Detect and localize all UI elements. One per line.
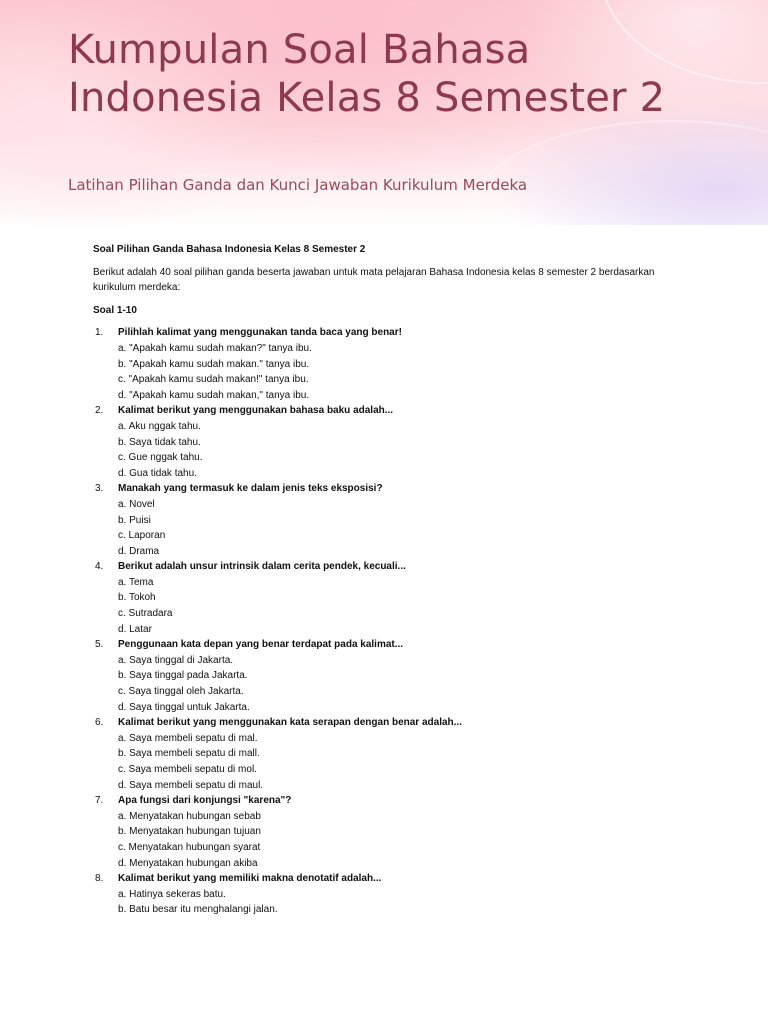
- answer-option: d. Saya membeli sepatu di maul.: [118, 779, 264, 791]
- page-subtitle: Latihan Pilihan Ganda dan Kunci Jawaban Kurikulum Merdeka: [68, 176, 528, 194]
- question-text: Kalimat berikut yang menggunakan kata serapan dengan benar adalah...: [118, 717, 462, 729]
- answer-option: c. Saya tinggal oleh Jakarta.: [118, 686, 244, 698]
- question-text: Apa fungsi dari konjungsi "karena"?: [118, 795, 292, 807]
- answer-option: d. Saya tinggal untuk Jakarta.: [118, 701, 250, 713]
- answer-option: d. Menyatakan hubungan akiba: [118, 857, 258, 869]
- question-item: [93, 559, 693, 637]
- answer-option: a. Saya tinggal di Jakarta.: [118, 654, 234, 666]
- answer-option: c. Gue nggak tahu.: [118, 452, 203, 464]
- answer-option: a. Hatinya sekeras batu.: [118, 888, 226, 900]
- answer-option: a. Menyatakan hubungan sebab: [118, 810, 261, 822]
- intro-paragraph: Berikut adalah 40 soal pilihan ganda beserta jawaban untuk mata pelajaran Bahasa Indonesia kelas 8 semester 2 berdasarkan kurikulum merdeka:: [93, 266, 655, 294]
- question-item: [93, 871, 693, 918]
- answer-option: c. "Apakah kamu sudah makan!" tanya ibu.: [118, 374, 309, 386]
- answer-option: b. Tokoh: [118, 592, 156, 604]
- answer-option: b. Saya tidak tahu.: [118, 436, 201, 448]
- section-heading: Soal 1-10: [93, 304, 137, 316]
- answer-option: b. Menyatakan hubungan tujuan: [118, 826, 261, 838]
- question-number: 8.: [95, 873, 104, 885]
- page-header: [0, 0, 768, 225]
- question-number: 4.: [95, 561, 104, 573]
- answer-option: a. Novel: [118, 498, 155, 510]
- answer-option: c. Laporan: [118, 530, 166, 542]
- page-title: Kumpulan Soal Bahasa Indonesia Kelas 8 Semester 2: [68, 27, 666, 121]
- question-text: Pilihlah kalimat yang menggunakan tanda baca yang benar!: [118, 327, 402, 339]
- answer-option: c. Sutradara: [118, 608, 173, 620]
- answer-option: c. Menyatakan hubungan syarat: [118, 841, 261, 853]
- question-number: 7.: [95, 795, 104, 807]
- answer-option: d. Latar: [118, 623, 152, 635]
- answer-option: b. Saya membeli sepatu di mall.: [118, 748, 260, 760]
- question-text: Kalimat berikut yang memiliki makna denotatif adalah...: [118, 873, 382, 885]
- answer-option: b. Batu besar itu menghalangi jalan.: [118, 904, 278, 916]
- question-item: [93, 715, 693, 793]
- question-item: [93, 637, 693, 715]
- question-item: [93, 325, 693, 403]
- decorative-swirl: [470, 120, 768, 225]
- answer-option: b. "Apakah kamu sudah makan." tanya ibu.: [118, 358, 310, 370]
- question-number: 3.: [95, 483, 104, 495]
- question-number: 5.: [95, 639, 104, 651]
- answer-option: a. Aku nggak tahu.: [118, 420, 201, 432]
- document-body: [93, 242, 693, 918]
- answer-option: d. Drama: [118, 545, 160, 557]
- question-text: Penggunaan kata depan yang benar terdapat pada kalimat...: [118, 639, 404, 651]
- question-text: Kalimat berikut yang menggunakan bahasa baku adalah...: [118, 405, 394, 417]
- question-number: 6.: [95, 717, 104, 729]
- document-heading: Soal Pilihan Ganda Bahasa Indonesia Kelas 8 Semester 2: [93, 244, 366, 255]
- answer-option: b. Saya tinggal pada Jakarta.: [118, 670, 248, 682]
- answer-option: a. Tema: [118, 576, 154, 588]
- question-text: Berikut adalah unsur intrinsik dalam cerita pendek, kecuali...: [118, 561, 406, 573]
- question-list: [93, 325, 693, 918]
- question-item: [93, 793, 693, 871]
- answer-option: b. Puisi: [118, 514, 151, 526]
- answer-option: c. Saya membeli sepatu di mol.: [118, 764, 257, 775]
- answer-option: d. Gua tidak tahu.: [118, 467, 197, 479]
- answer-option: d. "Apakah kamu sudah makan," tanya ibu.: [118, 389, 310, 401]
- answer-option: a. Saya membeli sepatu di mal.: [118, 732, 258, 744]
- question-item: [93, 403, 693, 481]
- question-number: 2.: [95, 405, 104, 417]
- question-text: Manakah yang termasuk ke dalam jenis teks eksposisi?: [118, 483, 383, 495]
- answer-option: a. "Apakah kamu sudah makan?" tanya ibu.: [118, 342, 312, 354]
- question-number: 1.: [95, 327, 104, 339]
- question-item: [93, 481, 693, 559]
